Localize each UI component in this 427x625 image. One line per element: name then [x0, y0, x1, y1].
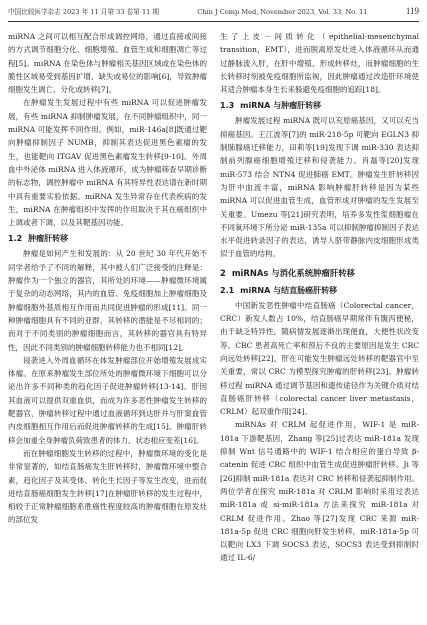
heading-number: 2.1 [220, 285, 235, 295]
paragraph: 在肿瘤发生发展过程中有些 miRNA 可以促进肿瘤发展，有些 miRNA 抑制肿瘤发展，在不同肿瘤组织中，同一 miRNA 可能发挥不同作用。例如，miR-146a[8]既通过靶向肿瘤抑制因子 NUMB，抑制其表达促进黑色素瘤的发生，也能靶向 ITGAV 促进黑色素瘤发生转移[9-10]。外周血中外泌体 miRNA 进入体液循环，成为肿瘤筛查早期诊断的标志物，调控肿瘤中 miRNA 有其特异性表达谱在新时期中具有重要实验依据。miRNA 发生异常存在代表疾病的发生，miRNA 在肿瘤组织中发挥的作用取决于其在癌组织中上调或者下调，以及其靶基因功能。 [8, 98, 207, 228]
heading-text: miRNA 与结直肠癌肝转移 [240, 285, 338, 295]
paragraph: 侵袭进入外周血循环在体发肿瘤部位开始增殖发展成实体瘤。在原来肿瘤发生部位所处的肿瘤微环境下细胞可以分泌出许多不同种类的趋化因子促进肿瘤转移[13-14]。肝因其血液可以提供双重血供，而成为许多恶性肿瘤发生转移的靶器官，肿瘤转移过程中通过血液循环到达肝并与肝窦血管内皮细胞相互作用后而促进肿瘤转移的生成[15]。肿瘤肝转移会加重全身肿瘤负荷致患者的体力、状态相应变差[16]。 [8, 355, 207, 445]
journal-info-en: Chin J Comp Med, November 2023, Vol. 33, No. 11 [197, 8, 368, 16]
heading-number: 1.2 [8, 234, 23, 244]
paragraph: 而在肿瘤细胞发生转移的过程中，肿瘤微环境的变化是非常显著的，如结直肠癌发生肝转移时，肿瘤微环境中整合素，趋化因子及其受体、转化生长因子等发生改变，进而促进结直肠癌细胞发生转移[17]在肿瘤肝转移的发生过程中，相较于正常肿瘤细胞系胜癌性程度较高的肿瘤细胞在原发灶的部位发 [8, 448, 207, 525]
paragraph: 生了上皮－间质转化（epithelial-mesenchymal transition，EMT），进而脱离原发灶进入体液循环从而通过静脉流入肝，在肝中增殖、形成转移灶，而肿瘤细胞的生长转移时刻被免疫细胞所监视，因此肿瘤通过改造肝环境使其适合肿瘤本身生长来躲避免疫细胞的追踪[18]。 [220, 32, 419, 95]
heading-text: 肿瘤肝转移 [28, 234, 69, 244]
page-number: 119 [405, 6, 419, 16]
paragraph: 肿瘤发展过程 miRNA 既可以充原癌基因，又可以充当抑癌基因。王江波等[7]的 miR-218-5p 可靶向 EGLN3 抑制肺腺癌迁移能力，田莉等[19]发现下调 miR-330 表达抑制前列腺癌细胞增殖迁移和侵袭能力。肖磊等[20]发现 miR-573 结合 NTN4 促进肺癌 EMT。肿瘤发生肝转移因为肝中血流丰富，miRNA 影响肿瘤肝转移是因为某些 miRNA 可以促进血管生成，血管形成对肿瘤的发生发展至关重要。Umezu 等[21]研究表明，培养多发性浆细胞瘤在不同氧环境下所分泌 miR-135a 可以抑制肿瘤抑制因子表达水平促进转录因子的表达，诱导人脐带静脉内皮细胞形成类似于血管的结构。 [220, 116, 419, 259]
section-heading [220, 267, 419, 280]
header-rule [8, 21, 419, 22]
paragraph: miRNA 之间可以相互配合形成调控网络，通过直接或间接的方式调节细胞分化、细胞增殖、血管生成和细胞凋亡等过程[5]。miRNA 在染色体与肿瘤相关基因区域或在染色体的脆性区域易受到基因扩增、缺失或易位的影响[6]，导致肿瘤细胞发生调亡、分化或转移[7]。 [8, 32, 207, 95]
paragraph: 肿瘤是如何产生和发展的：从 20 世纪 30 年代开始不同学者给予了不同的解释，其中被人们广泛接受的注释是：肿瘤作为一个独立的器官，其所处的环境——肿瘤微环境属于复杂的动态网络，其内的血管、免疫细胞加上肿瘤细胞及肿瘤细胞外基质相互作用而共同促进肿瘤的形成[11]。同一种肿瘤细胞具有不同的亚群，其转移的潜能是不尽相同的；而对于不同类别的肿瘤细胞而言，其转移的器官具有特异性，因此不同类别的肿瘤细胞转移能力也不相同[12]。 [8, 249, 207, 352]
running-header [8, 6, 419, 20]
subsection-heading [220, 99, 419, 112]
journal-info-cn: 中国比较医学杂志 2023 年 11 月第 33 卷第 11 期 [8, 8, 160, 16]
left-column [8, 30, 207, 527]
heading-text: miRNA 与肿瘤肝转移 [240, 101, 322, 111]
subsection-heading [220, 284, 419, 297]
heading-number: 2 [220, 267, 226, 278]
heading-number: 1.3 [220, 101, 235, 111]
right-column [220, 30, 419, 565]
paragraph: miRNAs 对 CRLM 起促进作用，WIF-1 是 miR-181a 下游靶基因，Zhang 等[25]过表达 miR-181a 发现抑制 Wnt 信号通路中的 WIF-1 结合相应的蛋白导致 β-catenin 促进 CRC 组织中血管生成促进肿瘤肝转移。Ji 等[26]抑制 miR-181a 表达对 CRC 转移和侵袭起抑制作用。两位学者在探究 miR-181a 对 CRLM 影响时采用过表达 miR-181a 或 si-miR-181a 方法来探究 miR-181a 对 CRLM 促进作用。Zhao 等[27]发现 CRC 来源 miR-181a-5p 促进 CRC 细胞向肝发生转移，miR-181a-5p 可以靶向 LX3 下调 SOCS3 表达，SOCS3 表达受到抑制时通过 IL-6/ [220, 420, 419, 563]
heading-text: miRNAs 与消化系统肿瘤肝转移 [231, 267, 356, 278]
paragraph: 中国新发恶性肿瘤中结直肠癌（Colorectal cancer，CRC）新发人数占 10%，结直肠癌早期常伴有腹泻便秘，由于缺乏特异性，随病情发展逐渐出现便血，大便性状改变等。CRC 患者高死亡率和预后不良的主要原因是发生 CRC 向远处转移[22]，肝在可能发生肿瘤远处转移的靶器官中至关重要，常以 CRC 为模型探究肿瘤的肝转移[23]。肿瘤转移过程 miRNA 通过调节基因和遗传途径作为关键介质对结直肠癌肝转移（colorectal cancer liver metastasis，CRLM）起双重作用[24]。 [220, 300, 419, 417]
subsection-heading [8, 232, 207, 245]
